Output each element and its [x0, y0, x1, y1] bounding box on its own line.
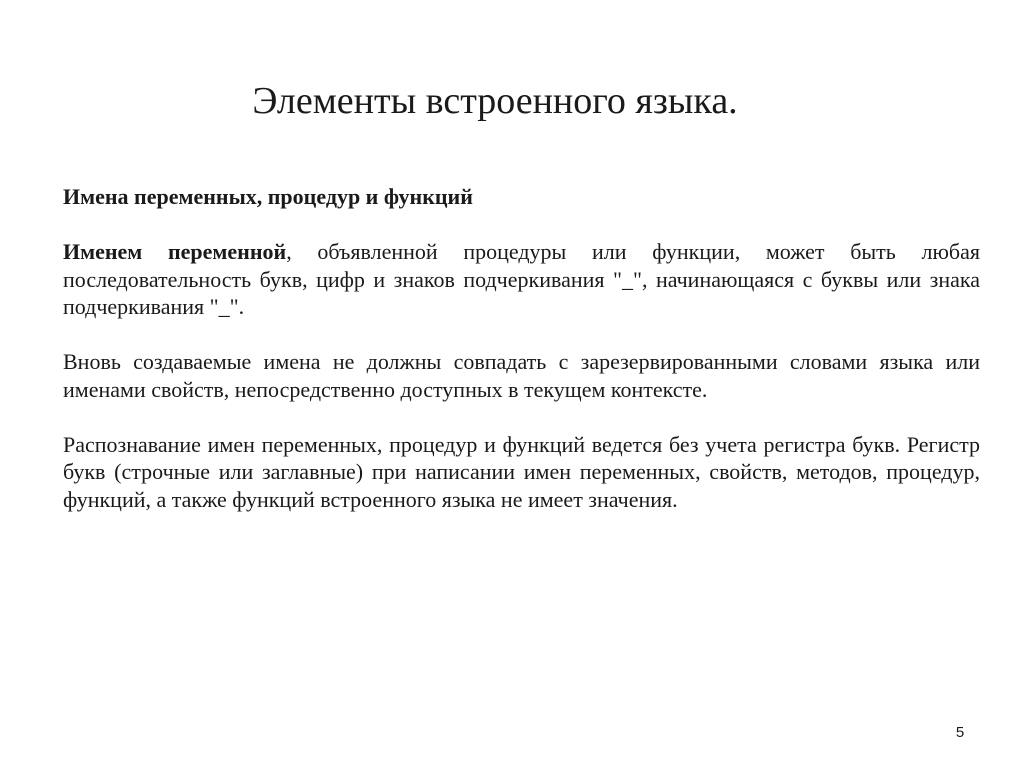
paragraph-case-insensitivity: Распознавание имен переменных, процедур и функций ведется без учета регистра букв. Регистр букв (строчные или заглавные) при написании имен переменных, свойств, методов, процедур, функций, а также функций встроенного языка не имеет значения.	[63, 431, 980, 512]
page-number: 5	[955, 724, 965, 741]
paragraph-variable-names	[63, 238, 980, 321]
slide-content	[63, 183, 980, 541]
paragraph-bold-lead: Именем переменной	[63, 239, 287, 264]
paragraph-body-text: , объявленной процедуры или функции, может быть любая последовательность букв, цифр и знаков подчеркивания "_", начинающаяся с буквы или знака подчеркивания "_".	[63, 239, 980, 319]
slide-title: Элементы встроенного языка.	[252, 80, 738, 122]
section-subheading: Имена переменных, процедур и функций	[63, 184, 473, 209]
paragraph-reserved-words: Вновь создаваемые имена не должны совпадать с зарезервированными словами языка или именами свойств, непосредственно доступных в текущем контексте.	[63, 349, 980, 402]
